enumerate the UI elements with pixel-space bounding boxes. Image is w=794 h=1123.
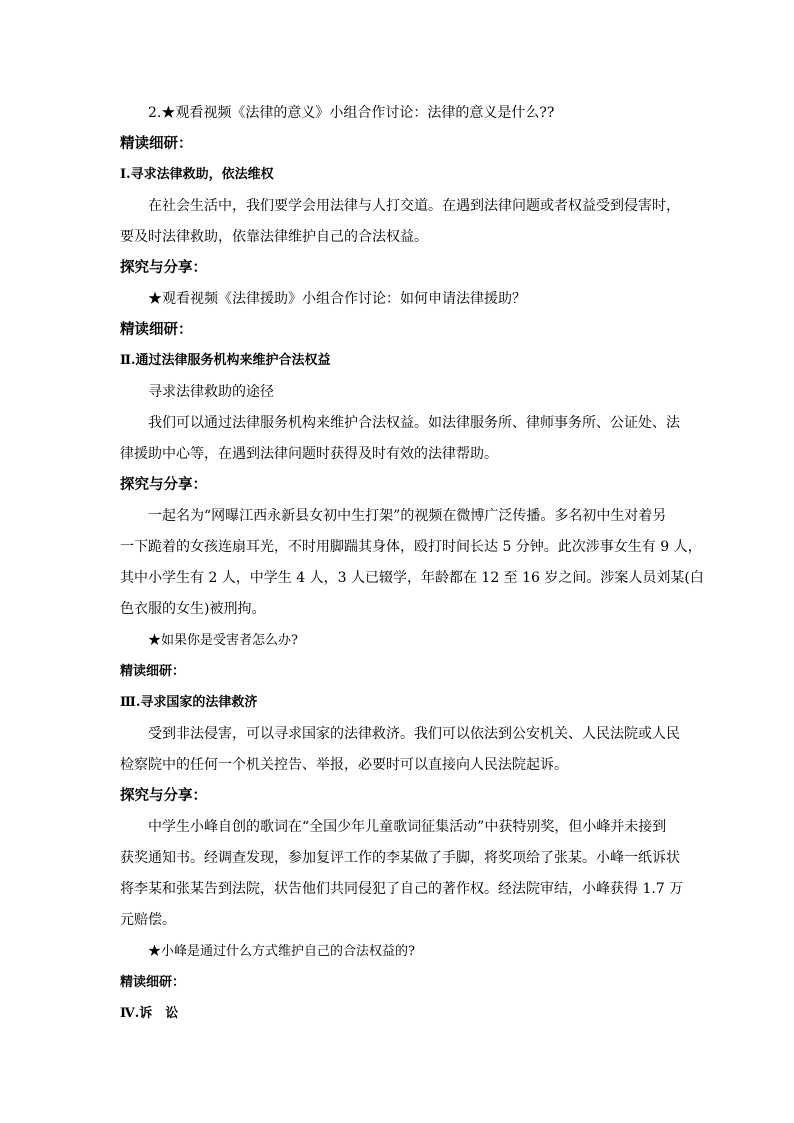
case-paragraph-line: 中学生小峰自创的歌词在“全国少年儿童歌词征集活动”中获特别奖，但小峰并未接到	[148, 819, 667, 835]
section-label-explore-share: 探究与分享：	[120, 259, 207, 276]
paragraph-line: 寻求法律救助的途径	[148, 384, 274, 400]
section-label-close-reading: 精读细研：	[120, 975, 186, 990]
subheading-iv: Ⅳ.诉 讼	[120, 1006, 179, 1021]
subheading-i: Ⅰ.寻求法律救助，依法维权	[120, 167, 274, 182]
case-paragraph-line: 一起名为“网曝江西永新县女初中生打架”的视频在微博广泛传播。多名初中生对着另	[148, 508, 667, 524]
question-line: ★观看视频《法律援助》小组合作讨论：如何申请法律援助？	[148, 291, 526, 307]
section-label-explore-share: 探究与分享：	[120, 476, 207, 493]
question-line: ★如果你是受害者怎么办?	[148, 633, 298, 648]
section-label-close-reading: 精读细研：	[120, 135, 193, 152]
case-paragraph-line: 将李某和张某告到法院，状告他们共同侵犯了自己的著作权。经法院审结，小峰获得 1.7 万	[120, 881, 684, 897]
question-line: ★小峰是通过什么方式维护自己的合法权益的?	[148, 944, 415, 959]
section-label-close-reading: 精读细研：	[120, 664, 186, 679]
paragraph-line: 受到非法侵害，可以寻求国家的法律救济。我们可以依法到公安机关、人民法院或人民	[148, 726, 680, 742]
paragraph-line: 律援助中心等，在遇到法律问题时获得及时有效的法律帮助。	[120, 446, 498, 462]
case-paragraph-line: 其中小学生有 2 人，中学生 4 人，3 人已辍学，年龄都在 12 至 16 岁之间。涉案人员刘某(白	[120, 570, 704, 586]
case-paragraph-line: 一下跪着的女孩连扇耳光，不时用脚踹其身体，殴打时间长达 5 分钟。此次涉事女生有 9 人，	[120, 539, 702, 555]
subheading-iii: Ⅲ.寻求国家的法律救济	[120, 695, 258, 710]
case-paragraph-line: 获奖通知书。经调查发现，参加复评工作的李某做了手脚，将奖项给了张某。小峰一纸诉状	[120, 850, 680, 866]
paragraph-line: 检察院中的任何一个机关控告、举报，必要时可以直接向人民法院起诉。	[120, 757, 568, 773]
paragraph-line: 在社会生活中，我们要学会用法律与人打交道。在遇到法律问题或者权益受到侵害时，	[148, 198, 680, 214]
case-paragraph-line: 元赔偿。	[120, 912, 176, 928]
question-2: 2.★观看视频《法律的意义》小组合作讨论：法律的意义是什么??	[148, 105, 555, 121]
subheading-ii: Ⅱ.通过法律服务机构来维护合法权益	[120, 353, 331, 368]
section-label-close-reading: 精读细研：	[120, 321, 193, 338]
paragraph-line: 我们可以通过法律服务机构来维护合法权益。如法律服务所、律师事务所、公证处、法	[148, 415, 680, 431]
section-label-explore-share: 探究与分享：	[120, 787, 207, 804]
case-paragraph-line: 色衣服的女生)被刑拘。	[120, 601, 266, 617]
paragraph-line: 要及时法律救助，依靠法律维护自己的合法权益。	[120, 229, 428, 245]
